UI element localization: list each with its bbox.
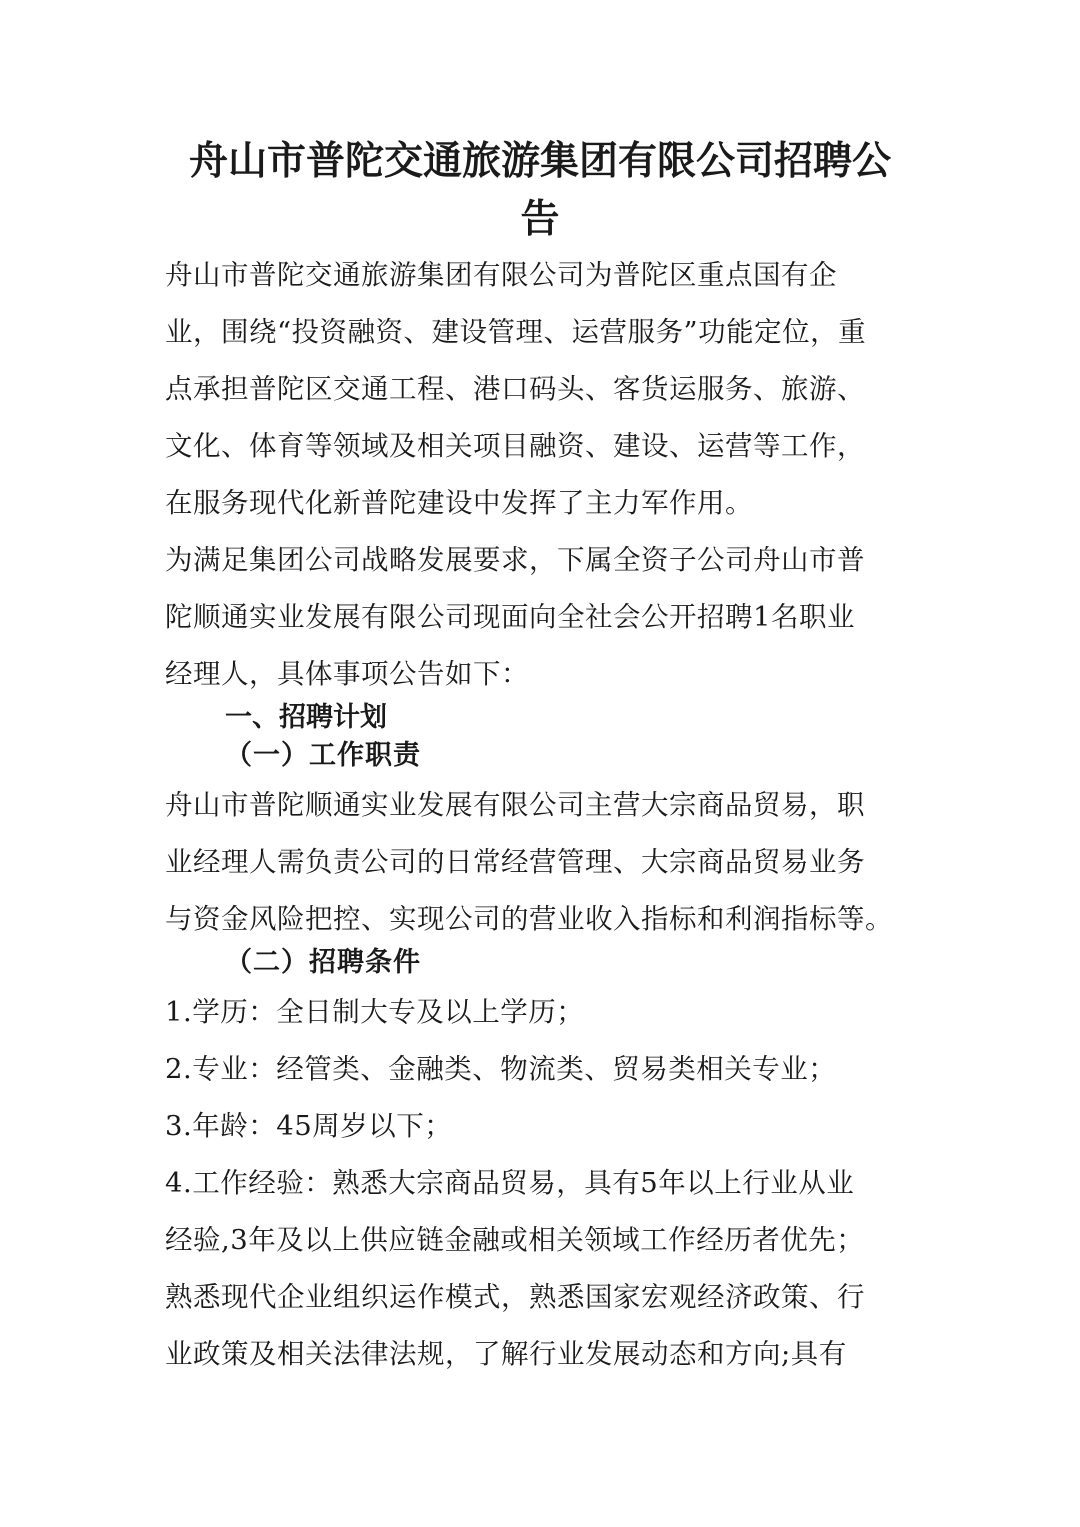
intro-paragraph-1-line-3: 点承担普陀区交通工程、港口码头、客货运服务、旅游、 bbox=[165, 373, 865, 405]
condition-line-6: 熟悉现代企业组织运作模式，熟悉国家宏观经济政策、行 bbox=[165, 1281, 865, 1313]
intro-paragraph-2-line-1: 为满足集团公司战略发展要求，下属全资子公司舟山市普 bbox=[165, 544, 865, 576]
intro-paragraph-1-line-2: 业，围绕“投资融资、建设管理、运营服务”功能定位，重 bbox=[165, 316, 867, 348]
intro-paragraph-1-line-4: 文化、体育等领域及相关项目融资、建设、运营等工作， bbox=[165, 430, 865, 462]
intro-paragraph-1-line-1: 舟山市普陀交通旅游集团有限公司为普陀区重点国有企 bbox=[165, 259, 837, 291]
section-1-sub-1-heading: （一）工作职责 bbox=[225, 740, 421, 771]
condition-line-7: 业政策及相关法律法规，了解行业发展动态和方向;具有 bbox=[165, 1338, 847, 1370]
duties-line-2: 业经理人需负责公司的日常经营管理、大宗商品贸易业务 bbox=[165, 846, 865, 878]
duties-line-3: 与资金风险把控、实现公司的营业收入指标和利润指标等。 bbox=[165, 903, 893, 935]
document-title-line-2: 告 bbox=[520, 196, 560, 242]
condition-line-4: 4.工作经验：熟悉大宗商品贸易，具有5年以上行业从业 bbox=[165, 1167, 855, 1199]
intro-paragraph-1-line-5: 在服务现代化新普陀建设中发挥了主力军作用。 bbox=[165, 487, 753, 519]
intro-paragraph-2-line-3: 经理人，具体事项公告如下： bbox=[165, 658, 529, 690]
section-1-sub-2-heading: （二）招聘条件 bbox=[225, 947, 421, 978]
condition-line-5: 经验,3年及以上供应链金融或相关领域工作经历者优先； bbox=[165, 1224, 865, 1256]
intro-paragraph-2-line-2: 陀顺通实业发展有限公司现面向全社会公开招聘1名职业 bbox=[165, 601, 855, 633]
condition-line-3: 3.年龄：45周岁以下； bbox=[165, 1110, 453, 1142]
condition-line-1: 1.学历：全日制大专及以上学历； bbox=[165, 996, 585, 1028]
duties-line-1: 舟山市普陀顺通实业发展有限公司主营大宗商品贸易，职 bbox=[165, 789, 865, 821]
condition-line-2: 2.专业：经管类、金融类、物流类、贸易类相关专业； bbox=[165, 1053, 837, 1085]
document-title-line-1: 舟山市普陀交通旅游集团有限公司招聘公 bbox=[188, 138, 891, 184]
section-1-heading: 一、招聘计划 bbox=[225, 702, 387, 733]
